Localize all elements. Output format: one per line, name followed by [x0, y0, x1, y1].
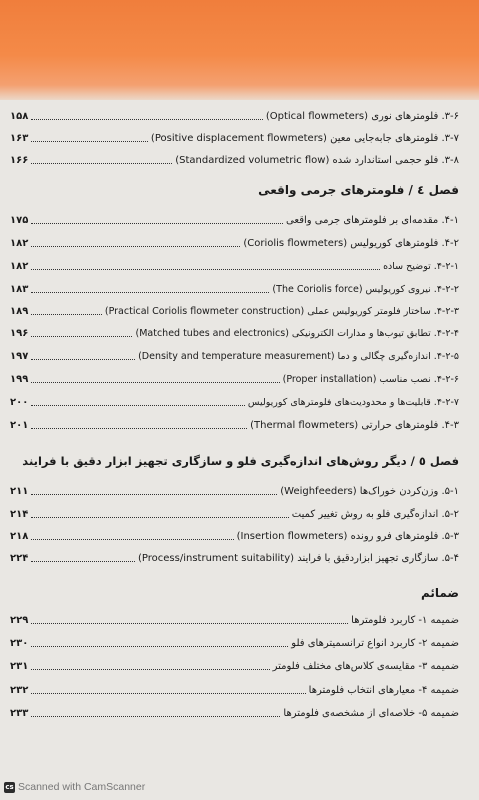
entry-title: ۵-۳. فلومترهای فرو رونده (Insertion flowmeters)	[236, 530, 459, 542]
entry-page: ۱۷۵	[10, 214, 29, 226]
toc-entry	[10, 549, 459, 567]
entry-page: ۲۳۱	[10, 660, 29, 672]
entry-title: ۳-۸. فلو حجمی استاندارد شده (Standardized volumetric flow)	[175, 154, 459, 166]
entry-page: ۱۹۶	[10, 327, 29, 339]
dot-leader	[31, 119, 263, 120]
dot-leader	[31, 223, 283, 224]
entry-title: ضمیمه ۳- مقایسه‌ی کلاس‌های مختلف فلومتر	[272, 660, 459, 672]
entry-title: ضمیمه ۱- کاربرد فلومترها	[351, 614, 459, 626]
entry-page: ۲۳۲	[10, 684, 29, 696]
dot-leader	[31, 359, 135, 360]
entry-page: ۱۹۷	[10, 350, 29, 362]
entry-page: ۲۰۱	[10, 419, 29, 431]
dot-leader	[31, 141, 148, 142]
entry-title: ۴-۲-۵. اندازه‌گیری چگالی و دما (Density and temperature measurement)	[138, 350, 459, 362]
toc-entry	[10, 257, 459, 275]
dot-leader	[31, 314, 102, 315]
entry-title: ۴-۲-۷. قابلیت‌ها و محدودیت‌های فلومترهای کوریولیس	[247, 396, 459, 408]
toc-entry	[10, 347, 459, 365]
dot-leader	[31, 292, 269, 293]
entry-page: ۱۵۸	[10, 110, 29, 122]
dot-leader	[31, 494, 277, 495]
entry-page: ۲۲۴	[10, 552, 29, 564]
toc-entry	[10, 482, 459, 500]
entry-title: ۵-۴. سازگاری تجهیز ابزاردقیق با فرایند (Process/instrument suitability)	[138, 552, 459, 564]
toc-entry	[10, 129, 459, 147]
entry-title: ۵-۱. وزن‌کردن خوراک‌ها (Weighfeeders)	[280, 485, 459, 497]
dot-leader	[31, 382, 279, 383]
entry-title: ۴-۲-۴. تطابق تیوب‌ها و مدارات الکترونیکی (Matched tubes and electronics)	[135, 327, 459, 339]
toc-entry	[10, 634, 459, 652]
entry-page: ۲۳۰	[10, 637, 29, 649]
entry-title: ضمیمه ۲- کاربرد انواع ترانسمیترهای فلو	[291, 637, 459, 649]
toc-entry	[10, 657, 459, 675]
toc-entry	[10, 527, 459, 545]
toc-entry	[10, 151, 459, 169]
entry-title: ۳-۶. فلومترهای نوری (Optical flowmeters)	[265, 110, 459, 122]
entry-page: ۲۰۰	[10, 396, 29, 408]
dot-leader	[31, 693, 305, 694]
entry-title: ۵-۲. اندازه‌گیری فلو به روش تغییر کمیت	[291, 508, 459, 520]
entry-title: ۴-۳. فلومترهای حرارتی (Thermal flowmeters)	[250, 419, 459, 431]
camscanner-icon: cs	[5, 783, 14, 791]
entry-title: ۴-۲-۳. ساختار فلومتر کوریولیس عملی (Practical Coriolis flowmeter construction)	[104, 305, 459, 317]
toc-entry	[10, 107, 459, 125]
toc-entry	[10, 611, 459, 629]
entry-page: ۱۸۹	[10, 305, 29, 317]
toc-entry	[10, 505, 459, 523]
dot-leader	[31, 269, 380, 270]
entry-page: ۱۹۹	[10, 373, 29, 385]
dot-leader	[31, 561, 135, 562]
dot-leader	[31, 405, 245, 406]
entry-page: ۱۸۲	[10, 260, 29, 272]
chapter-5-heading: فصل ٥ / دیگر روش‌های اندازه‌گیری فلو و سازگاری تجهیز ابزار دقیق با فرایند	[22, 454, 459, 468]
dot-leader	[31, 163, 172, 164]
dot-leader	[31, 246, 240, 247]
entry-page: ۱۸۲	[10, 237, 29, 249]
entry-title: ۳-۷. فلومترهای جابه‌جایی معین (Positive displacement flowmeters)	[150, 132, 459, 144]
entry-page: ۲۲۹	[10, 614, 29, 626]
toc-entry	[10, 302, 459, 320]
toc-entry	[10, 681, 459, 699]
appendix-heading: ضمائم	[420, 586, 459, 600]
dot-leader	[31, 336, 132, 337]
entry-title: ضمیمه ۴- معیارهای انتخاب فلومترها	[308, 684, 459, 696]
entry-page: ۲۱۴	[10, 508, 29, 520]
dot-leader	[31, 539, 233, 540]
toc-entry	[10, 234, 459, 252]
dot-leader	[31, 623, 348, 624]
chapter-4-heading: فصل ٤ / فلومترهای جرمی واقعی	[258, 183, 459, 197]
dot-leader	[31, 669, 269, 670]
toc-entry	[10, 280, 459, 298]
toc-entry	[10, 370, 459, 388]
entry-page: ۲۱۱	[10, 485, 29, 497]
entry-title: ۴-۲-۱. توضیح ساده	[383, 260, 459, 272]
dot-leader	[31, 646, 288, 647]
dot-leader	[31, 716, 280, 717]
toc-entry	[10, 393, 459, 411]
entry-title: ۴-۲. فلومترهای کوریولیس (Coriolis flowmeters)	[243, 237, 459, 249]
entry-page: ۱۶۶	[10, 154, 29, 166]
entry-title: ۴-۲-۶. نصب مناسب (Proper installation)	[282, 373, 459, 385]
entry-page: ۱۸۳	[10, 283, 29, 295]
entry-title: ۴-۱. مقدمه‌ای بر فلومترهای جرمی واقعی	[286, 214, 459, 226]
entry-title: ۴-۲-۲. نیروی کوریولیس (The Coriolis force)	[272, 283, 459, 295]
entry-title: ضمیمه ۵- خلاصه‌ای از مشخصه‌ی فلومترها	[283, 707, 459, 719]
entry-page: ۱۶۳	[10, 132, 29, 144]
toc-entry	[10, 416, 459, 434]
cover-banner	[0, 0, 479, 100]
scanner-watermark: Scanned with CamScanner	[18, 781, 146, 793]
dot-leader	[31, 428, 247, 429]
entry-page: ۲۳۳	[10, 707, 29, 719]
dot-leader	[31, 517, 288, 518]
toc-entry	[10, 211, 459, 229]
toc-entry	[10, 324, 459, 342]
toc-entry	[10, 704, 459, 722]
entry-page: ۲۱۸	[10, 530, 29, 542]
